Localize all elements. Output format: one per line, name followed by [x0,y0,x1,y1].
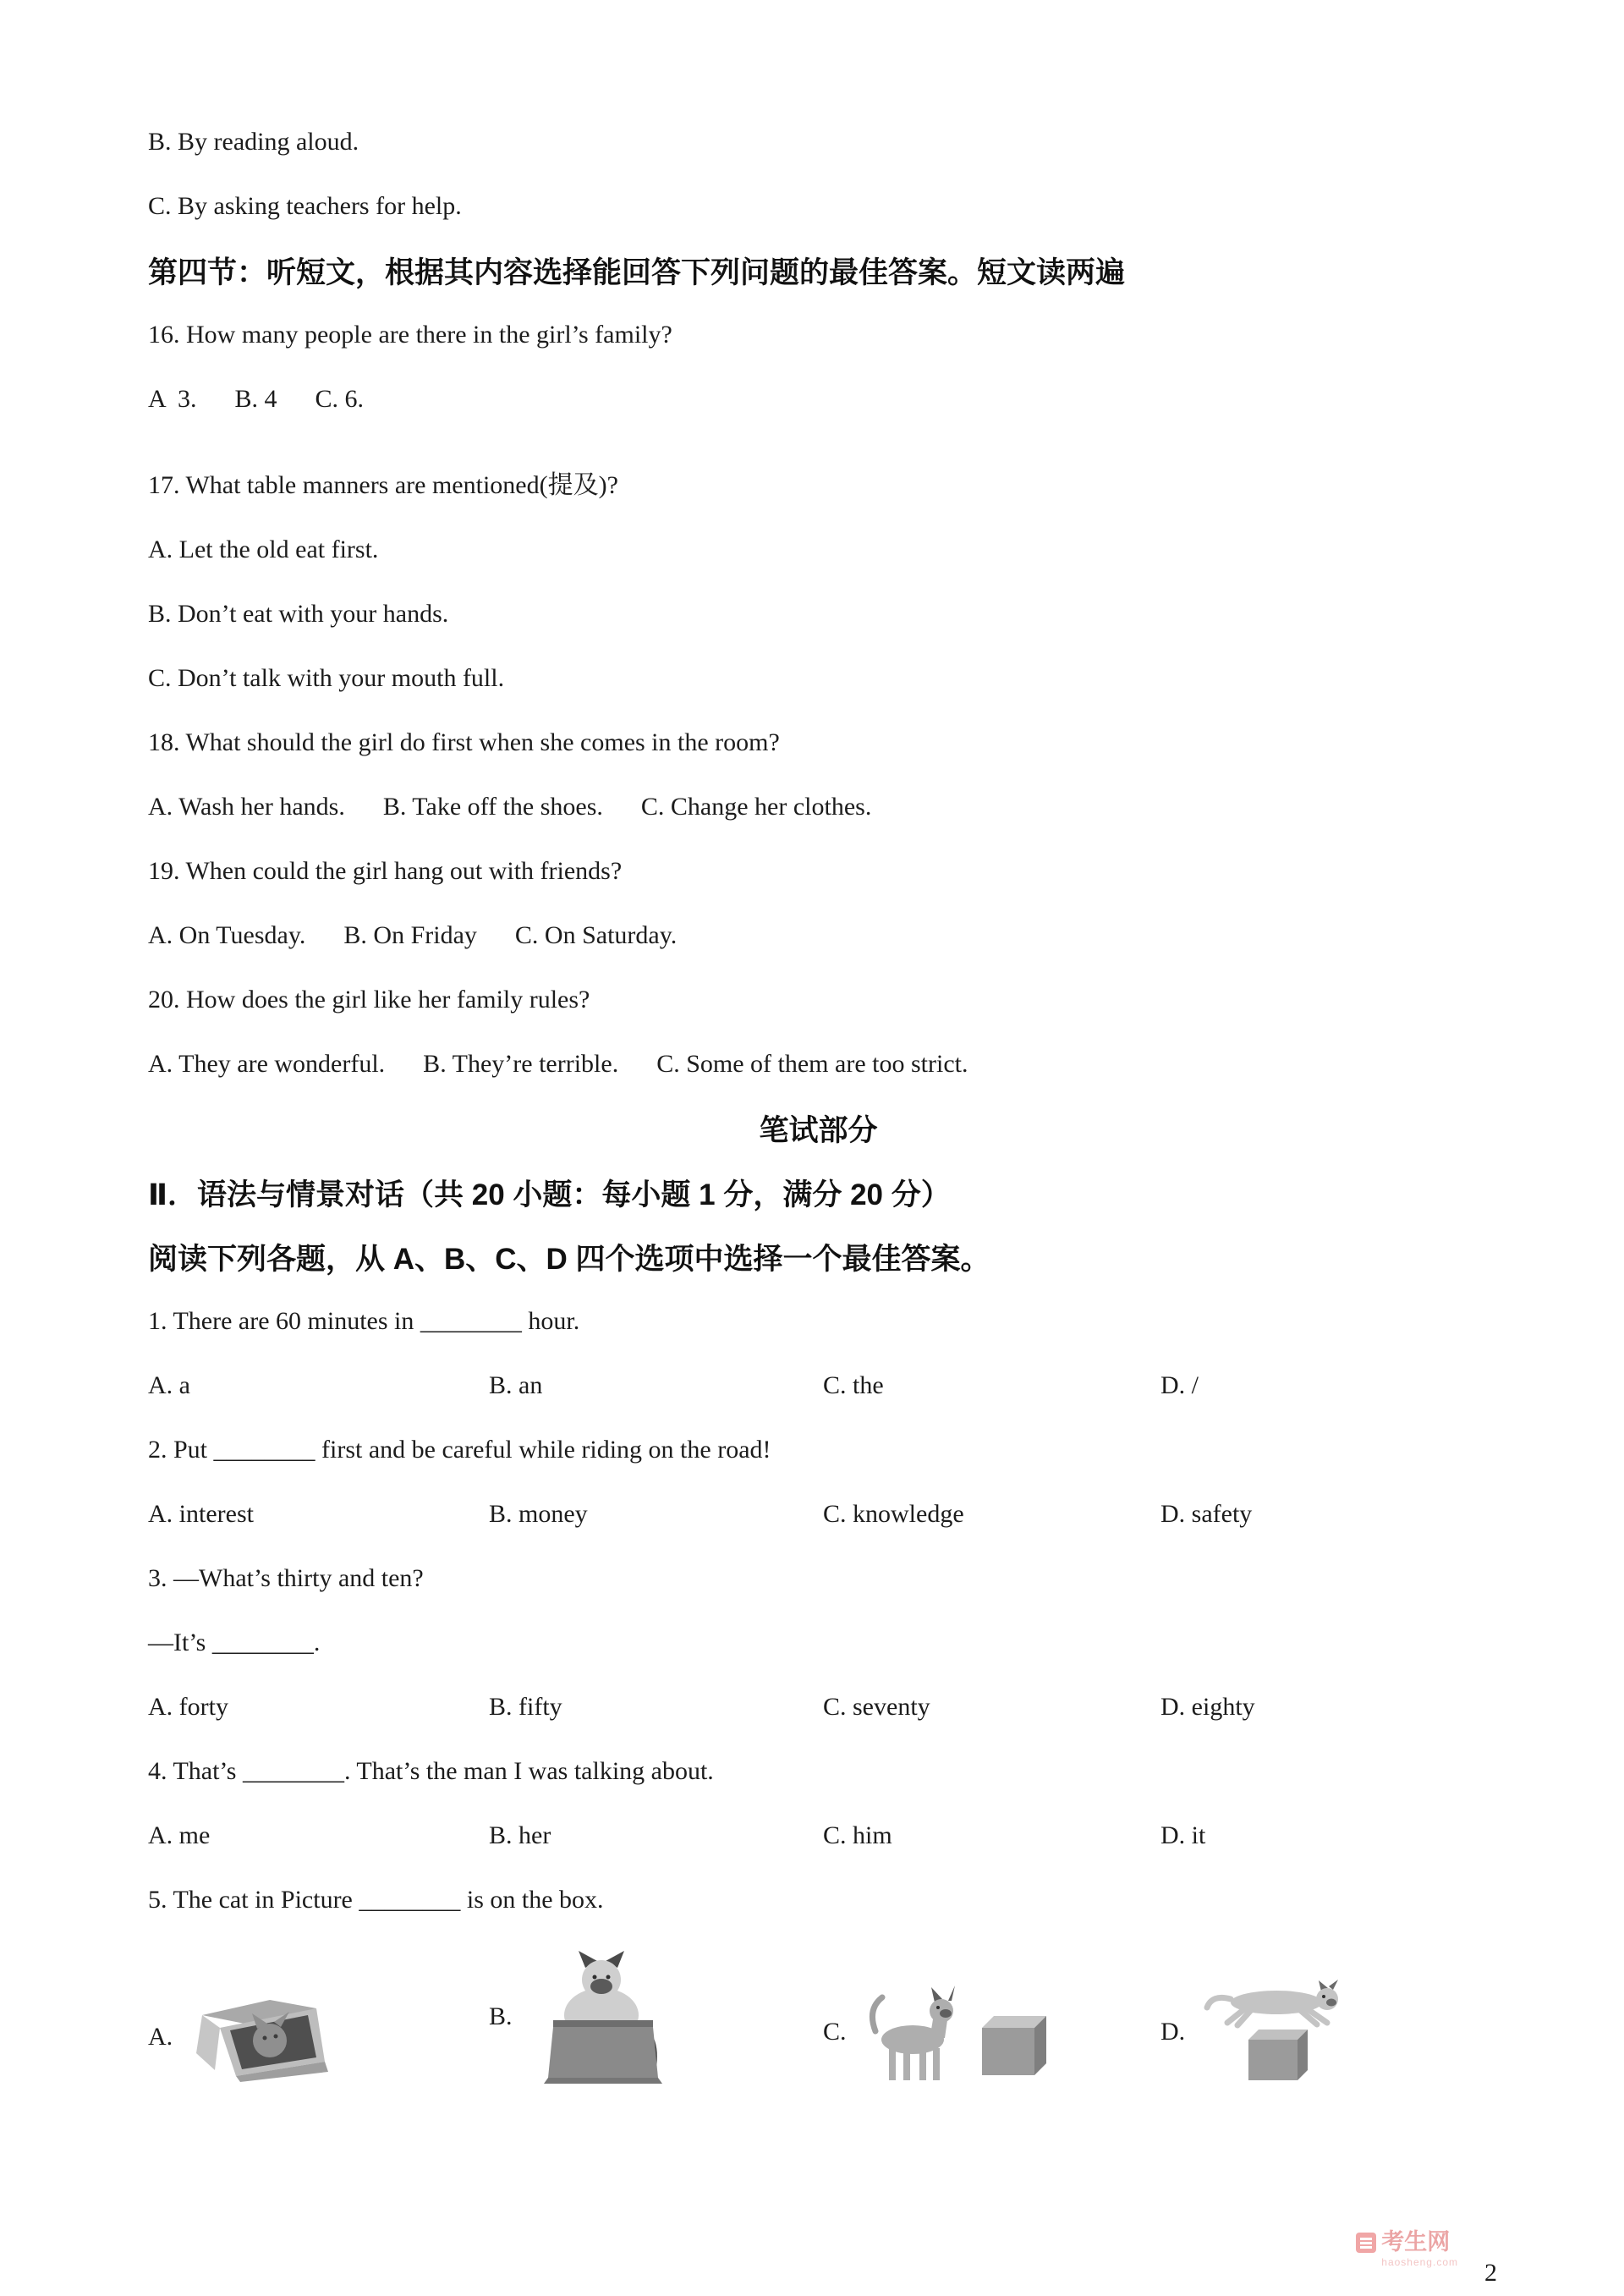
q5-picture-b-label: B. [489,2002,513,2030]
q5-picture-b-cell [489,1949,823,2085]
q4-options-row [148,1821,1489,1851]
written-part2-heading: Ⅱ．语法与情景对话（共 20 小题：每小题 1 分，满分 20 分） [148,1178,951,1211]
q4-option-d: D. it [1160,1821,1206,1849]
q20-options-inline: A. They are wonderful. B. They’re terrible. C. Some of them are too strict. [148,1050,968,1078]
haosheng-watermark [1356,2231,1458,2267]
q2-option-a: A. interest [148,1500,254,1528]
q2-option-b: B. money [489,1500,588,1528]
q19-stem: 19. When could the girl hang out with friends? [148,857,623,885]
q3-stem-line1: 3. —What’s thirty and ten? [148,1564,424,1592]
watermark-row [1356,2231,1458,2254]
haosheng-logo-icon [1356,2233,1376,2253]
q5-picture-d-label: D. [1160,2017,1186,2046]
q4-option-a: A. me [148,1821,211,1849]
cat-sitting-in-box-image [529,1949,678,2085]
q4-option-b: B. her [489,1821,551,1849]
q1-option-d: D. / [1160,1371,1199,1399]
listening-section4-heading: 第四节：听短文，根据其内容选择能回答下列问题的最佳答案。短文读两遍 [148,256,1126,289]
q2-stem: 2. Put ________ first and be careful while riding on the road! [148,1436,771,1464]
q1-stem: 1. There are 60 minutes in ________ hour. [148,1307,580,1335]
q3-option-d: D. eighty [1160,1693,1255,1721]
written-section-title: 笔试部分 [759,1114,878,1147]
q18-stem: 18. What should the girl do first when she comes in the room? [148,728,780,756]
q5-picture-a-label: A. [148,2023,173,2051]
cat-standing-beside-box-image [864,1979,1054,2085]
listening-carryover-option-b: B. By reading aloud. [148,128,359,156]
q4-option-c: C. him [823,1821,892,1849]
q1-option-b: B. an [489,1371,543,1399]
q5-picture-c-cell [823,1979,1160,2085]
q5-pictures-row [148,1949,1489,2085]
q3-stem-line2: —It’s ________. [148,1629,321,1656]
q5-picture-d-cell [1160,1979,1489,2085]
q16-stem: 16. How many people are there in the girl’s family? [148,321,672,349]
q17-option-b: B. Don’t eat with your hands. [148,600,449,628]
q19-options-inline: A. On Tuesday. B. On Friday C. On Saturday. [148,921,678,949]
written-part2-instructions: 阅读下列各题，从 A、B、C、D 四个选项中选择一个最佳答案。 [148,1243,990,1276]
q2-options-row [148,1499,1489,1530]
q16-options-inline: A 3. B. 4 C. 6. [148,385,365,413]
cat-inside-tipped-box-image [189,1990,333,2085]
q5-picture-c-label: C. [823,2017,847,2046]
q5-picture-a-cell [148,1990,489,2085]
q17-option-c: C. Don’t talk with your mouth full. [148,664,505,692]
page-number: 2 [1484,2259,1497,2287]
q18-options-inline: A. Wash her hands. B. Take off the shoes. C. Change her clothes. [148,793,872,821]
q2-option-c: C. knowledge [823,1500,964,1528]
cat-jumping-over-box-image [1202,1979,1354,2085]
q1-options-row [148,1370,1489,1401]
listening-carryover-option-c: C. By asking teachers for help. [148,192,462,220]
q2-option-d: D. safety [1160,1500,1253,1528]
q4-stem: 4. That’s ________. That’s the man I was talking about. [148,1757,714,1785]
q17-option-a: A. Let the old eat first. [148,536,379,563]
q5-stem: 5. The cat in Picture ________ is on the box. [148,1886,604,1914]
q1-option-c: C. the [823,1371,884,1399]
q3-option-a: A. forty [148,1693,228,1721]
q3-option-c: C. seventy [823,1693,930,1721]
q3-options-row [148,1692,1489,1722]
q17-stem: 17. What table manners are mentioned(提及)? [148,471,618,499]
watermark-domain-text: haosheng.com [1381,2256,1458,2268]
watermark-brand-text: 考生网 [1381,2229,1451,2255]
q20-stem: 20. How does the girl like her family rules? [148,986,590,1013]
q3-option-b: B. fifty [489,1693,562,1721]
q1-option-a: A. a [148,1371,190,1399]
